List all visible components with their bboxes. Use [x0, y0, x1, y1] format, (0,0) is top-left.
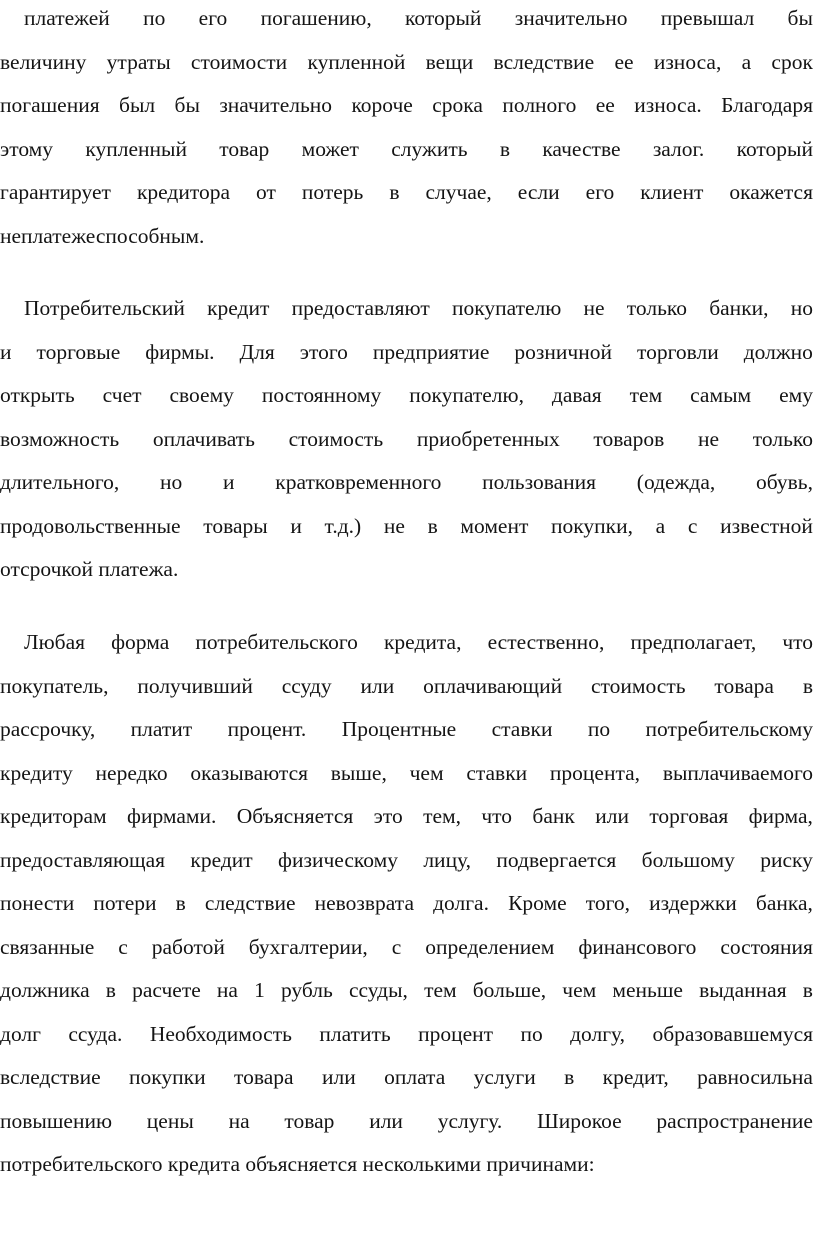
- word: предприятие: [372, 340, 490, 364]
- word: открыть: [0, 383, 75, 407]
- word: Объясняется: [236, 804, 354, 828]
- word: естественно,: [487, 630, 605, 654]
- word: был: [119, 93, 156, 117]
- word: тем: [629, 383, 663, 407]
- word: товар: [284, 1109, 335, 1133]
- word: что: [782, 630, 813, 654]
- word: связанные: [0, 935, 95, 959]
- word: повышению: [0, 1109, 113, 1133]
- word: долга.: [433, 891, 489, 915]
- word: или: [369, 1109, 403, 1133]
- word: обувь,: [756, 470, 813, 494]
- text-line: [0, 975, 813, 1005]
- word: Любая: [24, 630, 86, 654]
- word: процент.: [227, 717, 307, 741]
- word: и: [0, 340, 12, 364]
- word: физическому: [278, 848, 398, 872]
- word: износа,: [653, 50, 722, 74]
- word: значительно: [514, 6, 628, 30]
- word: покупателю,: [409, 383, 524, 407]
- word: своему: [169, 383, 234, 407]
- word: цены: [146, 1109, 194, 1133]
- word: потери: [93, 891, 157, 915]
- word: кредит: [190, 848, 253, 872]
- text-line: [0, 511, 813, 541]
- word: оплачивать: [152, 427, 255, 451]
- word: гарантирует: [0, 180, 111, 204]
- word: понести: [0, 891, 75, 915]
- word: Потребительский: [24, 296, 185, 320]
- word: работой: [151, 935, 225, 959]
- word: на: [216, 978, 238, 1002]
- word: может: [301, 137, 359, 161]
- word: величину: [0, 50, 87, 74]
- word: стоимость: [288, 427, 384, 451]
- word: если: [517, 180, 560, 204]
- word: выданная: [699, 978, 787, 1002]
- word: предоставляют: [291, 296, 430, 320]
- word: распространение: [656, 1109, 813, 1133]
- word: длительного,: [0, 470, 120, 494]
- word: превышал: [660, 6, 755, 30]
- word: возможность: [0, 427, 120, 451]
- word: меньше: [612, 978, 683, 1002]
- word: выплачиваемого: [662, 761, 813, 785]
- word: больше,: [472, 978, 547, 1002]
- word: рубль: [280, 978, 333, 1002]
- word: или: [360, 674, 395, 698]
- word: финансового: [578, 935, 697, 959]
- word: продовольственные: [0, 514, 181, 538]
- text-line: [0, 932, 813, 962]
- word: кредиторам: [0, 804, 107, 828]
- word: который: [736, 137, 813, 161]
- word: не: [698, 427, 720, 451]
- word: кредитора: [136, 180, 230, 204]
- word: только: [626, 296, 687, 320]
- word: Процентные: [341, 717, 457, 741]
- word: купленной: [307, 50, 406, 74]
- word: получивший: [137, 674, 253, 698]
- word: Необходимость: [149, 1022, 292, 1046]
- word: вследствие: [0, 1065, 101, 1089]
- word: случае,: [425, 180, 492, 204]
- word: следствие: [204, 891, 296, 915]
- word: Кроме: [508, 891, 567, 915]
- word: по: [520, 1022, 543, 1046]
- word: в: [499, 137, 511, 161]
- word: в: [389, 180, 400, 204]
- word: кратковременного: [275, 470, 442, 494]
- word: расчете: [132, 978, 201, 1002]
- word: невозврата: [314, 891, 414, 915]
- word: Благодаря: [721, 93, 813, 117]
- word: форма: [111, 630, 170, 654]
- word: торговая: [649, 804, 729, 828]
- text-line: [0, 47, 813, 77]
- word: этому: [0, 137, 54, 161]
- word: его: [198, 6, 228, 30]
- word: процента,: [549, 761, 641, 785]
- word: торговые: [36, 340, 121, 364]
- word: только: [752, 427, 813, 451]
- word: давая: [551, 383, 602, 407]
- text-line: [0, 1106, 813, 1136]
- word: счет: [102, 383, 142, 407]
- text-line: [0, 467, 813, 497]
- word: фирмами.: [127, 804, 217, 828]
- text-line: [0, 714, 813, 744]
- word: оплачивающий: [423, 674, 563, 698]
- word: ее: [614, 50, 634, 74]
- word: полного: [502, 93, 577, 117]
- word: а: [741, 50, 752, 74]
- text-line: [0, 1062, 813, 1092]
- word: не: [583, 296, 605, 320]
- word: тем: [424, 978, 457, 1002]
- text-line: [0, 845, 813, 875]
- text-line: [0, 337, 813, 367]
- word: ссуду: [281, 674, 332, 698]
- word: залог.: [652, 137, 705, 161]
- text-line: [24, 3, 813, 33]
- word: значительно: [219, 93, 333, 117]
- word: платежей: [24, 6, 110, 30]
- text-line: [0, 177, 813, 207]
- word: погашения: [0, 93, 100, 117]
- word: долг: [0, 1022, 41, 1046]
- word: Широкое: [537, 1109, 622, 1133]
- word: что: [481, 804, 513, 828]
- word: (одежда,: [636, 470, 716, 494]
- word: услуги: [473, 1065, 536, 1089]
- word: не: [383, 514, 405, 538]
- word: товары: [203, 514, 268, 538]
- word: с: [687, 514, 698, 538]
- word: вследствие: [493, 50, 595, 74]
- word: бухгалтерии,: [248, 935, 368, 959]
- word: кредиту: [0, 761, 73, 785]
- word: по: [143, 6, 166, 30]
- word: предполагает,: [630, 630, 757, 654]
- word: ему: [779, 383, 813, 407]
- word: товара: [714, 674, 774, 698]
- text-line: [0, 888, 813, 918]
- word: в: [105, 978, 116, 1002]
- word: по: [587, 717, 611, 741]
- word: с: [391, 935, 402, 959]
- word: постоянному: [261, 383, 382, 407]
- word: покупателю: [451, 296, 562, 320]
- word: определением: [425, 935, 555, 959]
- word: рассрочку,: [0, 717, 96, 741]
- word: ссуда.: [68, 1022, 123, 1046]
- text-line: [0, 380, 813, 410]
- text-line: [0, 801, 813, 831]
- text-line: [24, 293, 813, 323]
- word: товар: [219, 137, 270, 161]
- word: срок: [771, 50, 813, 74]
- word: розничной: [514, 340, 612, 364]
- word: потребительскому: [645, 717, 813, 741]
- word: а: [655, 514, 666, 538]
- word: в: [802, 674, 813, 698]
- word: издержки: [649, 891, 737, 915]
- word: в: [175, 891, 186, 915]
- text-line: неплатежеспособным.: [0, 224, 205, 248]
- word: подвергается: [496, 848, 617, 872]
- word: предоставляющая: [0, 848, 166, 872]
- word: на: [228, 1109, 250, 1133]
- word: этого: [299, 340, 348, 364]
- word: износа.: [634, 93, 702, 117]
- word: окажется: [729, 180, 813, 204]
- word: в: [802, 978, 813, 1002]
- word: платить: [319, 1022, 391, 1046]
- word: Для: [239, 340, 275, 364]
- word: платит: [130, 717, 193, 741]
- word: того,: [585, 891, 631, 915]
- word: его: [585, 180, 615, 204]
- word: но: [160, 470, 183, 494]
- word: долгу,: [570, 1022, 626, 1046]
- word: купленный: [85, 137, 187, 161]
- word: образовавшемуся: [652, 1022, 813, 1046]
- word: ссуды,: [348, 978, 408, 1002]
- word: в: [427, 514, 438, 538]
- word: пользования: [482, 470, 597, 494]
- word: кредит: [207, 296, 270, 320]
- word: товара: [234, 1065, 294, 1089]
- word: клиент: [640, 180, 704, 204]
- word: который: [405, 6, 482, 30]
- word: большому: [641, 848, 735, 872]
- word: товаров: [593, 427, 665, 451]
- word: покупатель,: [0, 674, 109, 698]
- word: лицу,: [423, 848, 472, 872]
- word: ставки: [466, 761, 528, 785]
- word: потерь: [301, 180, 364, 204]
- text-line: [0, 671, 813, 701]
- word: фирмы.: [145, 340, 215, 364]
- word: в: [564, 1065, 575, 1089]
- word: самым: [690, 383, 752, 407]
- word: короче: [351, 93, 413, 117]
- word: это: [373, 804, 403, 828]
- text-line: [24, 627, 813, 657]
- text-line: [0, 424, 813, 454]
- text-line: [0, 758, 813, 788]
- word: торговли: [636, 340, 719, 364]
- word: известной: [720, 514, 813, 538]
- word: стоимости: [190, 50, 288, 74]
- word: банк: [532, 804, 575, 828]
- word: или: [321, 1065, 356, 1089]
- word: нередко: [95, 761, 168, 785]
- word: покупки: [129, 1065, 206, 1089]
- word: чем: [409, 761, 444, 785]
- text-line: [0, 134, 813, 164]
- text-line: отсрочкой платежа.: [0, 557, 179, 581]
- text-line: [0, 90, 813, 120]
- word: чем: [562, 978, 597, 1002]
- word: должника: [0, 978, 90, 1002]
- text-line: потребительского кредита объясняется несколькими причинами:: [0, 1152, 595, 1176]
- word: покупки,: [551, 514, 634, 538]
- word: равносильна: [697, 1065, 813, 1089]
- word: выше,: [330, 761, 387, 785]
- word: ее: [595, 93, 615, 117]
- word: но: [790, 296, 813, 320]
- word: тем,: [423, 804, 461, 828]
- word: процент: [418, 1022, 494, 1046]
- word: погашению,: [260, 6, 372, 30]
- word: т.д.): [324, 514, 362, 538]
- word: стоимость: [590, 674, 686, 698]
- word: и: [223, 470, 235, 494]
- word: банки,: [709, 296, 769, 320]
- word: или: [595, 804, 629, 828]
- word: услугу.: [437, 1109, 503, 1133]
- word: вещи: [425, 50, 474, 74]
- word: фирма,: [748, 804, 813, 828]
- word: утраты: [106, 50, 171, 74]
- word: потребительского: [195, 630, 358, 654]
- word: риску: [760, 848, 813, 872]
- text-line: [0, 1019, 813, 1049]
- word: должно: [743, 340, 813, 364]
- word: бы: [174, 93, 200, 117]
- word: оказываются: [190, 761, 309, 785]
- word: 1: [254, 978, 265, 1002]
- word: банка,: [755, 891, 813, 915]
- word: качестве: [542, 137, 621, 161]
- word: и: [290, 514, 302, 538]
- word: момент: [460, 514, 529, 538]
- word: кредита,: [383, 630, 462, 654]
- word: ставки: [491, 717, 553, 741]
- word: срока: [432, 93, 483, 117]
- word: кредит,: [602, 1065, 669, 1089]
- word: служить: [391, 137, 468, 161]
- word: состояния: [720, 935, 813, 959]
- word: бы: [787, 6, 813, 30]
- word: от: [256, 180, 276, 204]
- word: с: [118, 935, 128, 959]
- word: оплата: [384, 1065, 446, 1089]
- word: приобретенных: [416, 427, 560, 451]
